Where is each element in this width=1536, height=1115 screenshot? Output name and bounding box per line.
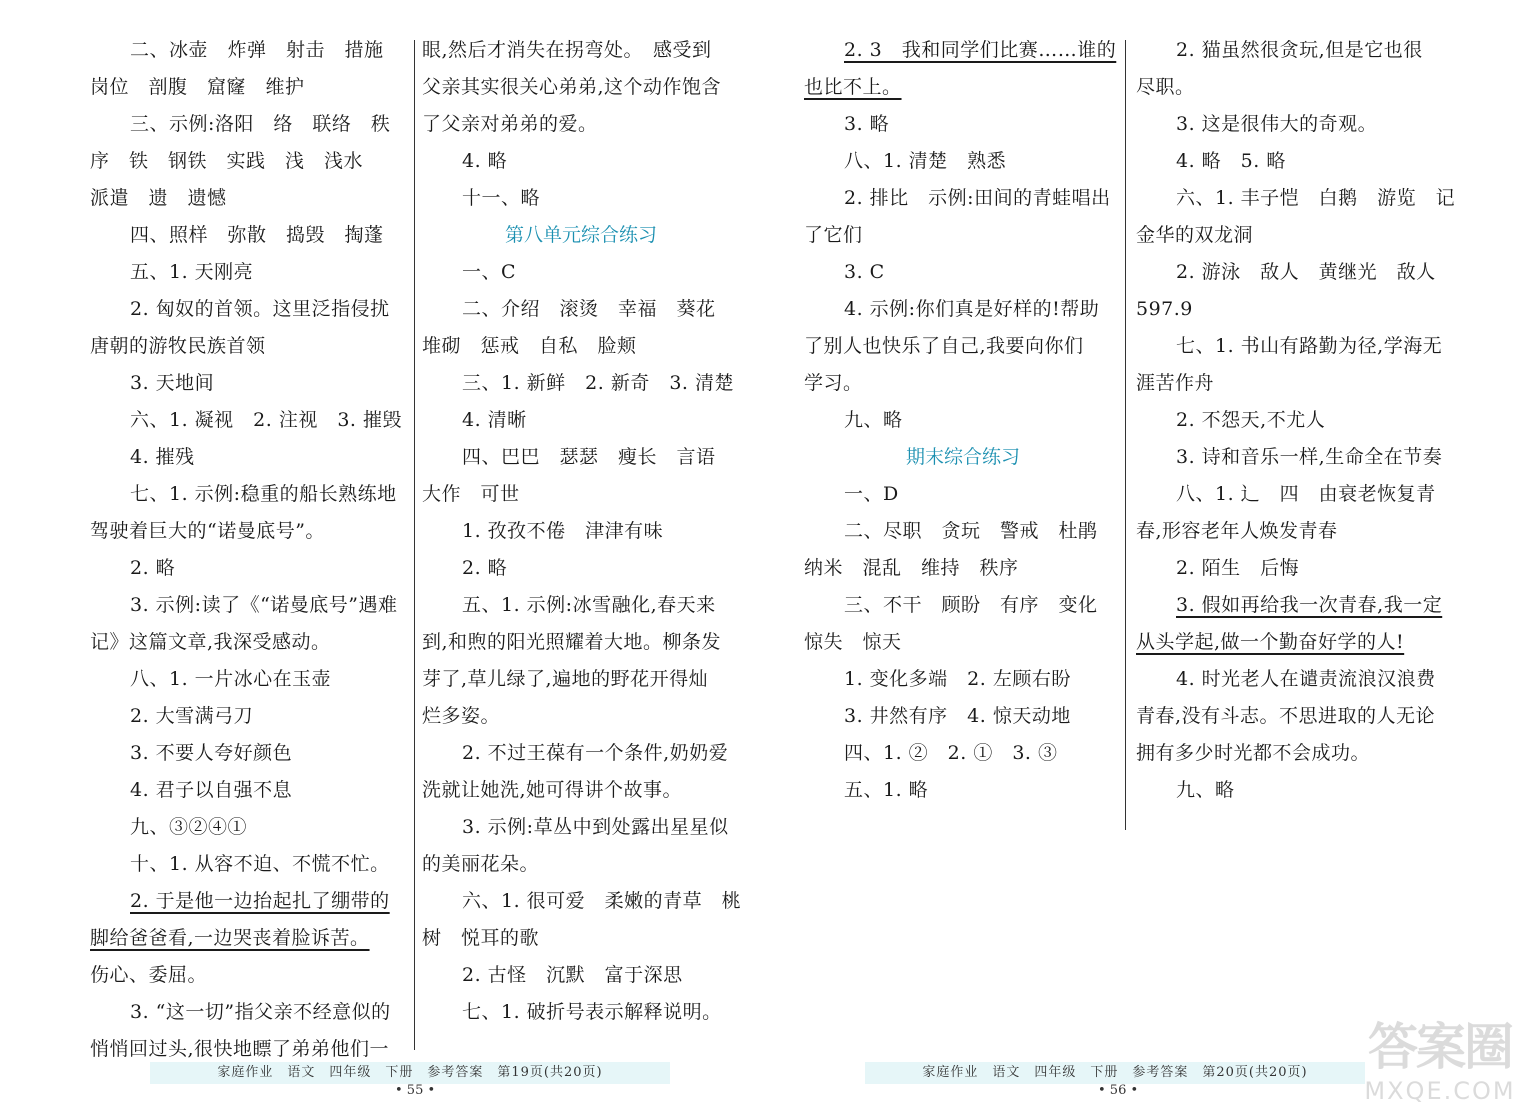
answer-line: 五、1. 天刚亮 xyxy=(130,261,254,283)
answer-line-underlined xyxy=(1136,587,1454,624)
page-footer-right: 家庭作业 语文 四年级 下册 参考答案 第20页(共20页) xyxy=(865,1062,1365,1084)
answer-line: 学习。 xyxy=(804,372,863,394)
answer-line: 了别人也快乐了自己,我要向你们 xyxy=(804,335,1084,357)
column-divider xyxy=(1125,40,1126,830)
answer-line: 3. 诗和音乐一样,生命全在节奏 xyxy=(1176,446,1443,468)
answer-line: 拥有多少时光都不会成功。 xyxy=(1136,742,1371,764)
answer-line: 2. 不过王葆有一个条件,奶奶爱 xyxy=(462,742,729,764)
answer-line: 3. 略 xyxy=(844,113,890,135)
answer-line: 父亲其实很关心弟弟,这个动作饱含 xyxy=(422,76,722,98)
watermark-sub-text: MXQE.COM xyxy=(1364,1077,1516,1105)
underlined-text: 也比不上。 xyxy=(804,76,902,98)
answer-line: 春,形容老年人焕发青春 xyxy=(1136,520,1338,542)
answer-line: 4. 君子以自强不息 xyxy=(130,779,293,801)
answer-line: 3. “这一切”指父亲不经意似的 xyxy=(130,1001,391,1023)
answer-line: 4. 清晰 xyxy=(462,409,527,431)
answer-line: 九、略 xyxy=(844,409,903,431)
answer-line: 眼,然后才消失在拐弯处。 感受到 xyxy=(422,39,712,61)
answer-line: 堆砌 惩戒 自私 脸颊 xyxy=(422,335,637,357)
answer-line: 2. 陌生 后悔 xyxy=(1176,557,1300,579)
answer-line: 三、不干 顾盼 有序 变化 xyxy=(844,594,1098,616)
answer-line: 六、1. 凝视 2. 注视 3. 摧毁 xyxy=(130,409,403,431)
answer-line: 2. 猫虽然很贪玩,但是它也很 xyxy=(1176,39,1423,61)
answer-line: 四、巴巴 瑟瑟 瘦长 言语 xyxy=(462,446,716,468)
answer-line: 尽职。 xyxy=(1136,76,1195,98)
answer-line: 三、1. 新鲜 2. 新奇 3. 清楚 xyxy=(462,372,735,394)
answer-line: 4. 略 5. 略 xyxy=(1176,150,1286,172)
answer-line: 1. 孜孜不倦 津津有味 xyxy=(462,520,664,542)
answer-line: 597.9 xyxy=(1136,298,1193,320)
answer-line: 到,和煦的阳光照耀着大地。柳条发 xyxy=(422,631,722,653)
answer-line: 3. C xyxy=(844,261,885,283)
answer-line: 五、1. 示例:冰雪融化,春天来 xyxy=(462,594,716,616)
answer-line: 八、1. 辶 四 由衰老恢复青 xyxy=(1176,483,1436,505)
answer-line: 涯苦作舟 xyxy=(1136,372,1215,394)
answer-line: 3. 不要人夸好颜色 xyxy=(130,742,293,764)
answer-line: 2. 略 xyxy=(130,557,176,579)
answer-line: 三、示例:洛阳 络 联络 秩 xyxy=(130,113,391,135)
answer-line: 纳米 混乱 维持 秩序 xyxy=(804,557,1019,579)
watermark-logo xyxy=(1350,1017,1530,1107)
answer-line: 金华的双龙洞 xyxy=(1136,224,1254,246)
answer-line: 青春,没有斗志。不思进取的人无论 xyxy=(1136,705,1436,727)
answer-line: 二、尽职 贪玩 警戒 杜鹃 xyxy=(844,520,1098,542)
answer-line: 九、③②④① xyxy=(130,816,248,838)
answer-line: 四、1. ② 2. ① 3. ③ xyxy=(844,742,1058,764)
answer-line: 唐朝的游牧民族首领 xyxy=(90,335,266,357)
answer-line: 八、1. 一片冰心在玉壶 xyxy=(130,668,332,690)
answer-line: 烂多姿。 xyxy=(422,705,501,727)
page-footer-left: 家庭作业 语文 四年级 下册 参考答案 第19页(共20页) xyxy=(150,1062,670,1084)
answer-line: 派遣 遗 遗憾 xyxy=(90,187,227,209)
answer-line: 一、D xyxy=(844,483,899,505)
answer-line-underlined xyxy=(1136,624,1454,661)
answer-line: 记》这篇文章,我深受感动。 xyxy=(90,631,331,653)
answer-column-4 xyxy=(1136,32,1454,809)
answer-line: 4. 摧残 xyxy=(130,446,195,468)
answer-line: 4. 略 xyxy=(462,150,508,172)
answer-line: 4. 时光老人在谴责流浪汉浪费 xyxy=(1176,668,1436,690)
answer-line: 四、照样 弥散 捣毁 掏蓬 xyxy=(130,224,384,246)
answer-line-underlined xyxy=(90,883,408,920)
section-heading-unit8: 第八单元综合练习 xyxy=(504,224,657,246)
answer-line: 3. 井然有序 4. 惊天动地 xyxy=(844,705,1071,727)
answer-line: 伤心、委屈。 xyxy=(90,964,208,986)
answer-line: 树 悦耳的歌 xyxy=(422,927,540,949)
answer-line: 芽了,草儿绿了,遍地的野花开得灿 xyxy=(422,668,709,690)
underlined-text: 3. 假如再给我一次青春,我一定 xyxy=(1176,594,1443,616)
page-number-right: • 56 • xyxy=(1098,1083,1139,1098)
answer-line: 七、1. 破折号表示解释说明。 xyxy=(462,1001,722,1023)
answer-line: 2. 大雪满弓刀 xyxy=(130,705,254,727)
underlined-text: 2. 3 我和同学们比赛……谁的 xyxy=(844,39,1117,61)
section-heading-final: 期末综合练习 xyxy=(905,446,1020,468)
underlined-text: 脚给爸爸看,一边哭丧着脸诉苦。 xyxy=(90,927,370,949)
answer-line: 六、1. 很可爱 柔嫩的青草 桃 xyxy=(462,890,742,912)
answer-line: 岗位 剖腹 窟窿 维护 xyxy=(90,76,305,98)
answer-line: 3. 天地间 xyxy=(130,372,215,394)
answer-line: 七、1. 示例:稳重的船长熟练地 xyxy=(130,483,397,505)
answer-line: 十一、略 xyxy=(462,187,541,209)
column-divider xyxy=(414,40,415,1050)
answer-line: 八、1. 清楚 熟悉 xyxy=(844,150,1007,172)
answer-line-underlined xyxy=(804,32,1122,69)
answer-line: 二、介绍 滚烫 幸福 葵花 xyxy=(462,298,716,320)
answer-line: 十、1. 从容不迫、不慌不忙。 xyxy=(130,853,390,875)
answer-line: 2. 不怨天,不尤人 xyxy=(1176,409,1326,431)
answer-line: 大作 可世 xyxy=(422,483,520,505)
answer-line: 五、1. 略 xyxy=(844,779,929,801)
answer-line: 七、1. 书山有路勤为径,学海无 xyxy=(1176,335,1443,357)
answer-column-1 xyxy=(90,32,408,1068)
answer-line: 洗就让她洗,她可得讲个故事。 xyxy=(422,779,683,801)
answer-line: 了它们 xyxy=(804,224,863,246)
underlined-text: 2. 于是他一边抬起扎了绷带的 xyxy=(130,890,390,912)
answer-line: 惊失 惊天 xyxy=(804,631,902,653)
answer-line: 驾驶着巨大的“诺曼底号”。 xyxy=(90,520,325,542)
answer-line: 六、1. 丰子恺 白鹅 游览 记 xyxy=(1176,187,1456,209)
answer-line: 3. 示例:读了《“诺曼底号”遇难 xyxy=(130,594,398,616)
answer-line: 2. 古怪 沉默 富于深思 xyxy=(462,964,683,986)
answer-line: 2. 游泳 敌人 黄继光 敌人 xyxy=(1176,261,1436,283)
answer-line: 2. 略 xyxy=(462,557,508,579)
answer-column-2 xyxy=(422,32,740,1031)
watermark-main-text: 答案圈 xyxy=(1368,1018,1512,1076)
answer-line: 了父亲对弟弟的爱。 xyxy=(422,113,598,135)
answer-line: 3. 这是很伟大的奇观。 xyxy=(1176,113,1378,135)
answer-line: 九、略 xyxy=(1176,779,1235,801)
page-number-left: • 55 • xyxy=(395,1083,436,1098)
answer-column-3 xyxy=(804,32,1122,809)
answer-line-underlined xyxy=(90,920,408,957)
answer-line: 一、C xyxy=(462,261,517,283)
answer-line-underlined xyxy=(804,69,1122,106)
answer-line: 2. 排比 示例:田间的青蛙唱出 xyxy=(844,187,1111,209)
answer-line: 2. 匈奴的首领。这里泛指侵扰 xyxy=(130,298,390,320)
answer-line: 4. 示例:你们真是好样的!帮助 xyxy=(844,298,1100,320)
answer-line: 3. 示例:草丛中到处露出星星似 xyxy=(462,816,729,838)
answer-line: 二、冰壶 炸弹 射击 措施 xyxy=(130,39,384,61)
answer-line: 1. 变化多端 2. 左顾右盼 xyxy=(844,668,1071,690)
underlined-text: 从头学起,做一个勤奋好学的人! xyxy=(1136,631,1405,653)
answer-line: 序 铁 钢铁 实践 浅 浅水 xyxy=(90,150,364,172)
answer-line: 的美丽花朵。 xyxy=(422,853,540,875)
answer-line: 悄悄回过头,很快地瞟了弟弟他们一 xyxy=(90,1038,390,1060)
